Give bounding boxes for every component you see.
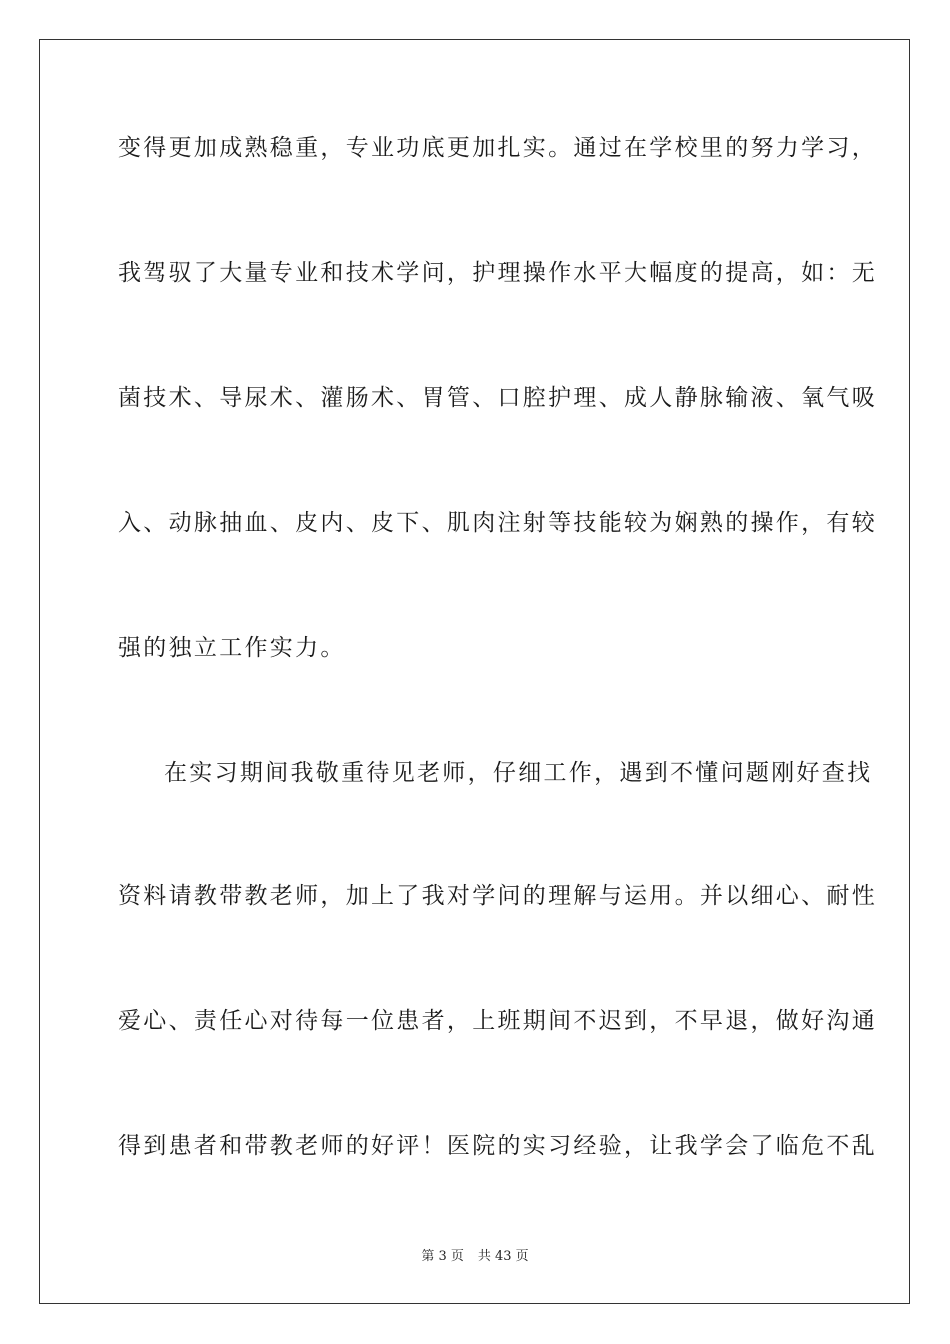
text-line-7: 资料请教带教老师，加上了我对学问的理解与运用。并以细心、耐性 — [118, 883, 877, 909]
page-frame — [39, 39, 910, 1304]
page-number: 第 3 页 — [421, 1249, 464, 1264]
text-line-6: 在实习期间我敬重待见老师，仔细工作，遇到不懂问题刚好查找 — [164, 760, 873, 786]
text-line-5: 强的独立工作实力。 — [118, 635, 346, 661]
text-line-9: 得到患者和带教老师的好评！医院的实习经验，让我学会了临危不乱 — [118, 1133, 877, 1159]
page-footer — [0, 1249, 950, 1265]
page-total: 共 43 页 — [477, 1249, 529, 1264]
text-line-4: 入、动脉抽血、皮内、皮下、肌肉注射等技能较为娴熟的操作，有较 — [118, 510, 877, 536]
text-line-1: 变得更加成熟稳重，专业功底更加扎实。通过在学校里的努力学习， — [118, 135, 877, 161]
text-line-3: 菌技术、导尿术、灌肠术、胃管、口腔护理、成人静脉输液、氧气吸 — [118, 385, 877, 411]
text-line-8: 爱心、责任心对待每一位患者，上班期间不迟到，不早退，做好沟通 — [118, 1008, 877, 1034]
text-line-2: 我驾驭了大量专业和技术学问，护理操作水平大幅度的提高，如：无 — [118, 260, 877, 286]
